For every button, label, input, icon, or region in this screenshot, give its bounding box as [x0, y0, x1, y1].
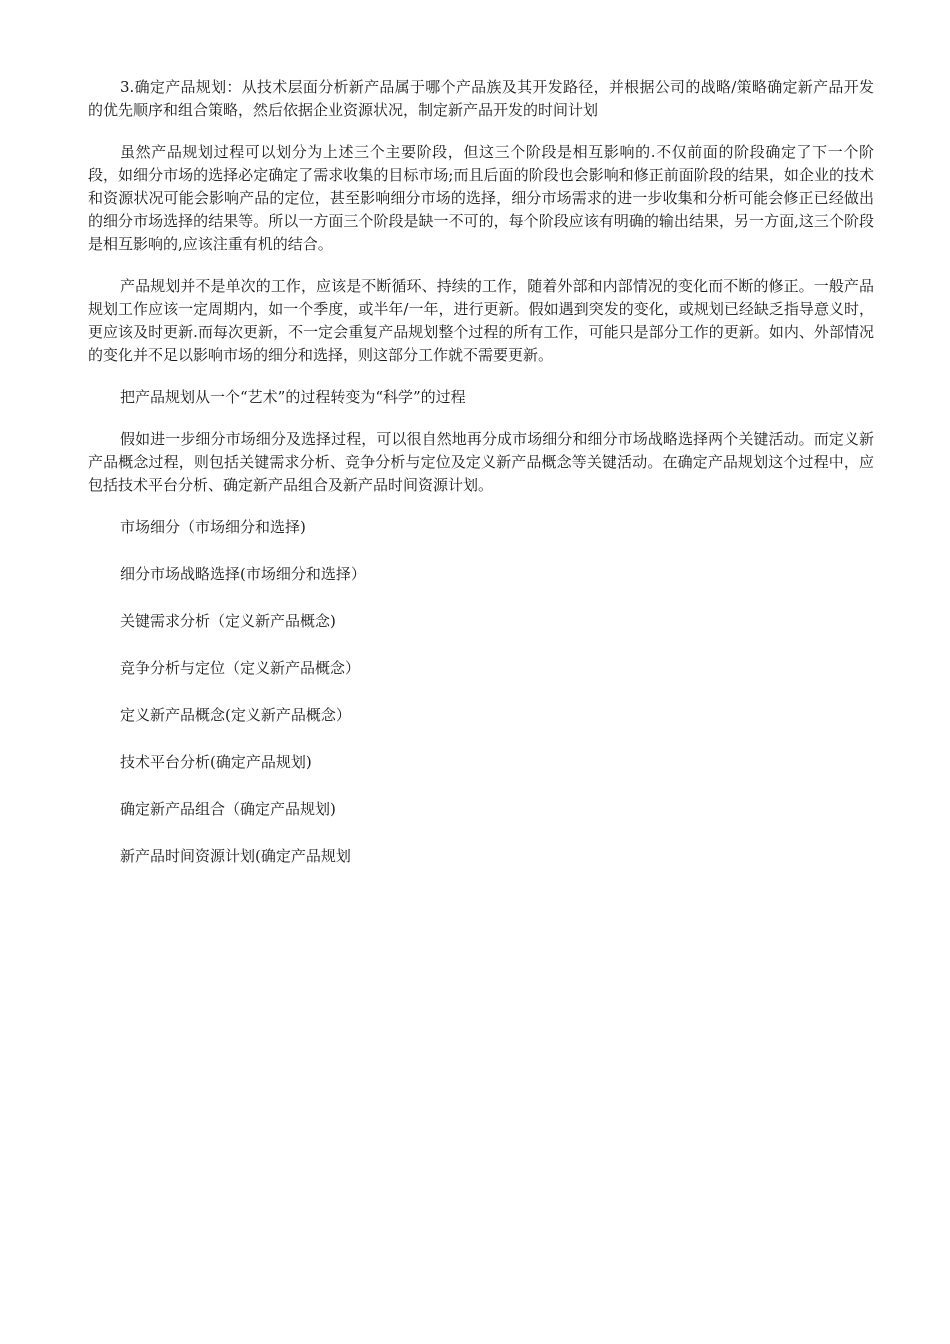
paragraph-stages-interaction: 虽然产品规划过程可以划分为上述三个主要阶段，但这三个阶段是相互影响的.不仅前面的阶段确定了下一个阶段，如细分市场的选择必定确定了需求收集的目标市场;而且后面的阶段也会影响和修正前面阶段的结果，如企业的技术和资源状况可能会影响产品的定位，甚至影响细分市场的选择，细分市场需求的进一步收集和分析可能会修正已经做出的细分市场选择的结果等。所以一方面三个阶段是缺一不可的，每个阶段应该有明确的输出结果，另一方面,这三个阶段是相互影响的,应该注重有机的结合。	[88, 143, 874, 253]
paragraph-art-to-science: 把产品规划从一个“艺术”的过程转变为“科学”的过程	[120, 388, 466, 406]
list-item: 确定新产品组合（确定产品规划)	[120, 800, 336, 818]
paragraph-key-activities: 假如进一步细分市场细分及选择过程，可以很自然地再分成市场细分和细分市场战略选择两个关键活动。而定义新产品概念过程，则包括关键需求分析、竞争分析与定位及定义新产品概念等关键活动。在确定产品规划这个过程中，应包括技术平台分析、确定新产品组合及新产品时间资源计划。	[88, 430, 874, 494]
list-item: 定义新产品概念(定义新产品概念）	[120, 706, 351, 724]
document-page	[88, 76, 874, 892]
list-item: 技术平台分析(确定产品规划)	[120, 753, 312, 771]
activity-list	[88, 516, 874, 868]
list-item: 市场细分（市场细分和选择)	[120, 518, 306, 536]
list-item: 关键需求分析（定义新产品概念)	[120, 612, 336, 630]
paragraph-continuous-update: 产品规划并不是单次的工作，应该是不断循环、持续的工作，随着外部和内部情况的变化而不断的修正。一般产品规划工作应该一定周期内，如一个季度，或半年/一年，进行更新。假如遇到突发的变化，或规划已经缺乏指导意义时，更应该及时更新.而每次更新，不一定会重复产品规划整个过程的所有工作，可能只是部分工作的更新。如内、外部情况的变化并不足以影响市场的细分和选择，则这部分工作就不需要更新。	[88, 277, 874, 364]
paragraph-product-planning-step3: 3.确定产品规划：从技术层面分析新产品属于哪个产品族及其开发路径，并根据公司的战略/策略确定新产品开发的优先顺序和组合策略，然后依据企业资源状况，制定新产品开发的时间计划	[88, 78, 874, 119]
list-item: 新产品时间资源计划(确定产品规划	[120, 847, 351, 865]
list-item: 竞争分析与定位（定义新产品概念）	[120, 659, 361, 677]
list-item: 细分市场战略选择(市场细分和选择）	[120, 565, 366, 583]
